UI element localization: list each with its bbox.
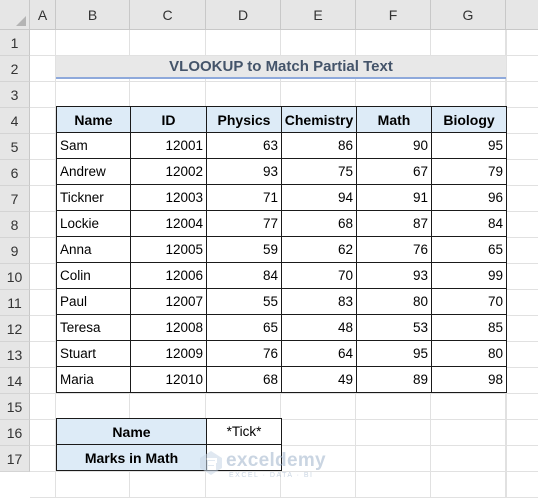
cell-name[interactable]: Anna <box>56 236 131 263</box>
cell-chemistry[interactable]: 70 <box>281 262 357 289</box>
cell-physics[interactable]: 55 <box>206 288 282 315</box>
row-header-5[interactable]: 5 <box>0 134 30 160</box>
cell-id[interactable]: 12007 <box>130 288 207 315</box>
cell-physics[interactable]: 76 <box>206 340 282 367</box>
cell-chemistry[interactable]: 68 <box>281 210 357 237</box>
cell-chemistry[interactable]: 86 <box>281 132 357 159</box>
row-header-7[interactable]: 7 <box>0 186 30 212</box>
cell-chemistry[interactable]: 62 <box>281 236 357 263</box>
cell-physics[interactable]: 63 <box>206 132 282 159</box>
column-header-f[interactable]: F <box>356 0 431 30</box>
cell-biology[interactable]: 85 <box>431 314 507 341</box>
cell-id[interactable]: 12010 <box>130 366 207 393</box>
cell-name[interactable]: Lockie <box>56 210 131 237</box>
table-header-chemistry[interactable]: Chemistry <box>281 106 357 133</box>
watermark-brand: exceldemy <box>226 450 326 471</box>
cell-physics[interactable]: 77 <box>206 210 282 237</box>
row-header-11[interactable]: 11 <box>0 290 30 316</box>
exceldemy-logo-icon <box>198 450 224 476</box>
cell-id[interactable]: 12009 <box>130 340 207 367</box>
row-header-14[interactable]: 14 <box>0 368 30 394</box>
column-header-e[interactable]: E <box>281 0 356 30</box>
cell-math[interactable]: 89 <box>356 366 432 393</box>
cell-biology[interactable]: 70 <box>431 288 507 315</box>
row-header-9[interactable]: 9 <box>0 238 30 264</box>
row-header-16[interactable]: 16 <box>0 420 30 446</box>
cell-chemistry[interactable]: 94 <box>281 184 357 211</box>
cell-biology[interactable]: 79 <box>431 158 507 185</box>
cell-physics[interactable]: 71 <box>206 184 282 211</box>
column-header-a[interactable]: A <box>30 0 56 30</box>
cell-biology[interactable]: 98 <box>431 366 507 393</box>
table-header-biology[interactable]: Biology <box>431 106 507 133</box>
row-header-17[interactable]: 17 <box>0 446 30 472</box>
cell-name[interactable]: Teresa <box>56 314 131 341</box>
cell-physics[interactable]: 59 <box>206 236 282 263</box>
cell-physics[interactable]: 65 <box>206 314 282 341</box>
cell-math[interactable]: 76 <box>356 236 432 263</box>
column-header-d[interactable]: D <box>206 0 281 30</box>
row-header-13[interactable]: 13 <box>0 342 30 368</box>
gridline-horizontal <box>30 393 538 394</box>
cell-id[interactable]: 12003 <box>130 184 207 211</box>
cell-physics[interactable]: 68 <box>206 366 282 393</box>
cell-chemistry[interactable]: 49 <box>281 366 357 393</box>
cell-chemistry[interactable]: 75 <box>281 158 357 185</box>
lookup-marks-label: Marks in Math <box>56 444 207 471</box>
cell-name[interactable]: Stuart <box>56 340 131 367</box>
row-header-10[interactable]: 10 <box>0 264 30 290</box>
cell-physics[interactable]: 93 <box>206 158 282 185</box>
cell-name[interactable]: Andrew <box>56 158 131 185</box>
cell-biology[interactable]: 80 <box>431 340 507 367</box>
cell-name[interactable]: Maria <box>56 366 131 393</box>
cell-math[interactable]: 93 <box>356 262 432 289</box>
column-header-g[interactable]: G <box>431 0 506 30</box>
watermark-tagline: EXCEL · DATA · BI <box>229 472 314 479</box>
cell-id[interactable]: 12004 <box>130 210 207 237</box>
lookup-name-input[interactable]: *Tick* <box>206 418 282 445</box>
cell-chemistry[interactable]: 64 <box>281 340 357 367</box>
cell-biology[interactable]: 99 <box>431 262 507 289</box>
table-header-physics[interactable]: Physics <box>206 106 282 133</box>
cell-math[interactable]: 67 <box>356 158 432 185</box>
cell-id[interactable]: 12001 <box>130 132 207 159</box>
row-header-1[interactable]: 1 <box>0 30 30 56</box>
cell-chemistry[interactable]: 48 <box>281 314 357 341</box>
cell-name[interactable]: Colin <box>56 262 131 289</box>
cell-math[interactable]: 53 <box>356 314 432 341</box>
row-header-12[interactable]: 12 <box>0 316 30 342</box>
lookup-name-label: Name <box>56 418 207 445</box>
cell-math[interactable]: 80 <box>356 288 432 315</box>
sheet-title: VLOOKUP to Match Partial Text <box>56 56 506 79</box>
cell-biology[interactable]: 65 <box>431 236 507 263</box>
row-header-6[interactable]: 6 <box>0 160 30 186</box>
cell-id[interactable]: 12002 <box>130 158 207 185</box>
column-header-filler <box>506 0 538 30</box>
row-header-15[interactable]: 15 <box>0 394 30 420</box>
select-all-corner[interactable] <box>0 0 30 30</box>
cell-name[interactable]: Paul <box>56 288 131 315</box>
table-header-math[interactable]: Math <box>356 106 432 133</box>
cell-id[interactable]: 12006 <box>130 262 207 289</box>
cell-chemistry[interactable]: 83 <box>281 288 357 315</box>
row-header-4[interactable]: 4 <box>0 108 30 134</box>
cell-biology[interactable]: 95 <box>431 132 507 159</box>
select-all-triangle-icon <box>16 16 26 26</box>
cell-math[interactable]: 91 <box>356 184 432 211</box>
cell-id[interactable]: 12008 <box>130 314 207 341</box>
column-header-c[interactable]: C <box>130 0 206 30</box>
cell-name[interactable]: Tickner <box>56 184 131 211</box>
gridline-horizontal <box>30 81 538 82</box>
cell-math[interactable]: 87 <box>356 210 432 237</box>
table-header-id[interactable]: ID <box>130 106 207 133</box>
cell-biology[interactable]: 96 <box>431 184 507 211</box>
row-header-2[interactable]: 2 <box>0 56 30 82</box>
row-header-3[interactable]: 3 <box>0 82 30 108</box>
cell-physics[interactable]: 84 <box>206 262 282 289</box>
column-header-b[interactable]: B <box>56 0 130 30</box>
cell-math[interactable]: 90 <box>356 132 432 159</box>
cell-math[interactable]: 95 <box>356 340 432 367</box>
row-header-8[interactable]: 8 <box>0 212 30 238</box>
cell-name[interactable]: Sam <box>56 132 131 159</box>
table-header-name[interactable]: Name <box>56 106 131 133</box>
cell-id[interactable]: 12005 <box>130 236 207 263</box>
cell-biology[interactable]: 84 <box>431 210 507 237</box>
exceldemy-watermark <box>196 446 346 482</box>
